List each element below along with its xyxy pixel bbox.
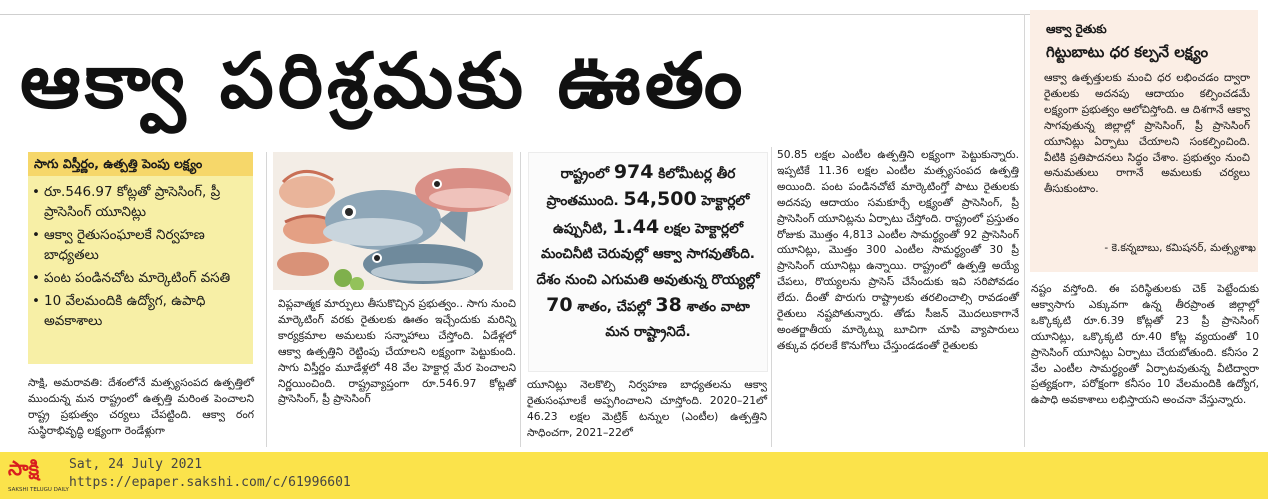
article-column-3: యూనిట్లు నెలకొల్పి నిర్వహణ బాధ్యతలను ఆక్వా రైతుసంఘాలకే అప్పగించాలని చూస్తోంది. 2020–21లో 46.23 లక్షల మెట్రిక్ టన్నుల (ఎంటీల) ఉత్పత్తిని సాధించగా, 2021–22లో: [527, 378, 767, 439]
quote-text: హెక్టార్లలో ఉప్పునీటి,: [552, 193, 750, 237]
highlights-title: సాగు విస్తీర్ణం, ఉత్పత్తి పెంపు లక్ష్యం: [28, 152, 253, 176]
sidebar-signature: - కె.కన్నబాబు, కమిషనర్, మత్స్యశాఖ: [1104, 242, 1256, 254]
sidebar-kicker: ఆక్వా రైతుకు: [1046, 22, 1107, 36]
quote-number: 54,500: [623, 188, 697, 211]
quote-text: కిలోమీటర్ల తీర ప్రాంతముంది.: [546, 166, 736, 210]
article-column-1: సాక్షి, అమరావతి: దేశంలోనే మత్స్యసంపద ఉత్పత్తిలో ముందున్న మన రాష్ట్రంలో ఉత్పత్తి మరింత పెంచాలని రాష్ట్ర ప్రభుత్వం చర్యలు చేపట్టింది. ఆక్వా రంగ సుస్థిరాభివృద్ధి లక్ష్యంగా రెండేళ్లుగా: [28, 376, 254, 437]
column-divider: [771, 147, 772, 447]
quote-text: లక్షల హెక్టార్లలో మంచినీటి చెరువుల్లో ఆక్వా సాగవుతోంది. దేశం నుంచి ఎగుమతి అవుతున్న రొయ్యల్లో: [536, 220, 760, 288]
stats-quote-text: [534, 160, 762, 346]
sakshi-logo-subtitle: SAKSHI TELUGU DAILY: [8, 487, 69, 493]
quote-number: 38: [655, 294, 682, 317]
quote-text: రాష్ట్రంలో: [560, 166, 610, 182]
column-divider: [266, 152, 267, 447]
sidebar-heading: గిట్టుబాటు ధర కల్పనే లక్ష్యం: [1046, 43, 1209, 61]
sakshi-logo: సాక్షి: [8, 456, 40, 480]
quote-number: 1.44: [612, 215, 660, 238]
quote-text: శాతం, చేపల్లో: [572, 299, 651, 316]
article-column-2: విప్లవాత్మక మార్పులు తీసుకొచ్చిన ప్రభుత్వం.. సాగు నుంచి మార్కెటింగ్ వరకు రైతులకు ఊతం ఇచ్చేందుకు మరిన్ని కార్యక్రమాల అమలుకు సన్నాహాలు చేస్తోంది. ఏడేళ్లలో ఆక్వా ఉత్పత్తిని రెట్టింపు చేయాలని లక్ష్యంగా పెట్టుకుంది. సాగు విస్తీర్ణం మూడేళ్లలో 48 వేల హెక్టార్ల మేర పెంచాలని నిర్ణయించింది. రాష్ట్రవ్యాప్తంగా రూ.546.97 కోట్లతో ప్రాసెసింగ్, ప్రీ ప్రాసెసింగ్: [278, 297, 516, 406]
epaper-url[interactable]: https://epaper.sakshi.com/c/61996601: [69, 475, 351, 490]
sidebar-body: ఆక్వా ఉత్పత్తులకు మంచి ధర లభించడం ద్వారా రైతులకు అదనపు ఆదాయం కల్పించడమే లక్ష్యంగా ప్రభుత్వం ఆలోచిస్తోంది. ఆ దిశగానే ఆక్వా సాగవుతున్న జిల్లాల్లో ప్రాసెసింగ్, ప్రీ ప్రాసెసింగ్ యూనిట్లు ఏర్పాటు చేయాలని సంకల్పించింది. వీటికి ప్రతిపాదనలు సిద్ధం చేశాం. ప్రభుత్వం నుంచి అనుమతులు రాగానే అమలుకు చర్యలు తీసుకుంటాం.: [1044, 71, 1250, 196]
article-column-5: నష్టం వస్తోంది. ఈ పరిస్థితులకు చెక్ పెట్టేందుకు ఆక్వాసాగు ఎక్కువగా ఉన్న తీరప్రాంత జిల్లాల్లో ఒక్కొక్కటి రూ.6.39 కోట్లతో 23 ప్రీ ప్రాసెసింగ్ యూనిట్లు, ఒక్కొక్కటి రూ.40 కోట్ల వ్యయంతో 10 ప్రాసెసింగ్ యూనిట్లు ఏర్పాటు చేయబోతుంది. కనీసం 2 వేల ఎంటీల సామర్థ్యంతో ఏర్పాటవుతున్న వీటిద్వారా ప్రత్యక్షంగా, పరోక్షంగా కనీసం 10 వేలమందికి ఉద్యోగ, ఉపాధి అవకాశాలు లభిస్తాయని అంచనా వేస్తున్నారు.: [1031, 282, 1259, 407]
highlights-list: [32, 182, 250, 334]
quote-number: 70: [546, 294, 573, 317]
edition-date: Sat, 24 July 2021: [69, 457, 203, 472]
column-divider: [520, 152, 521, 447]
list-item: • రూ.546.97 కోట్లతో ప్రాసెసింగ్, ప్రీ ప్రాసెసింగ్ యూనిట్లు: [32, 182, 250, 222]
article-column-4: 50.85 లక్షల ఎంటీల ఉత్పత్తిని లక్ష్యంగా పెట్టుకున్నారు. ఇప్పటికే 11.36 లక్షల ఎంటీల మత్స్యసంపద ఉత్పత్తి అయింది. పంట పండినచోటే మార్కెటింగ్తో పాటు రైతులకు అదనపు ఆదాయం సమకూర్చే లక్ష్యంతో ప్రాసెసింగ్, ప్రీ ప్రాసెసింగ్ యూనిట్లను ఏర్పాటు చేస్తోంది. రాష్ట్రంలో ప్రస్తుతం రోజుకు మొత్తం 4,813 ఎంటీల సామర్థ్యంతో 92 ప్రాసెసింగ్ యూనిట్లు, మొత్తం 300 ఎంటీల సామర్థ్యంతో 30 ప్రీ ప్రాసెసింగ్ యూనిట్లు ఉన్నాయి. రాష్ట్రంలో ఉత్పత్తి అయ్యే చేపలు, రొయ్యలను ప్రాసెస్ చేసేందుకు ఇవి సరిపోవడం లేదు. దీంతో పొరుగు రాష్ట్రాలకు తరలించాల్సి రావడంతో రైతులు నష్టపోతున్నారు. తోడు సీజన్ మొదలుకాగానే అంతర్జాతీయ మార్కెట్ను బూచిగా చూపి వ్యాపారులు తక్కువ ధరలకే కొనుగోలు చేస్తుండడంతో రైతులకు: [777, 148, 1019, 352]
list-item: • 10 వేలమందికి ఉద్యోగ, ఉపాధి అవకాశాలు: [32, 291, 250, 331]
seafood-photo: [273, 152, 513, 290]
quote-text: శాతం వాటా మన రాష్ట్రానిదే.: [605, 299, 750, 341]
column-divider: [1024, 14, 1025, 447]
headline: ఆక్వా పరిశ్రమకు ఊతం: [20, 36, 747, 125]
list-item: • పంట పండినచోట మార్కెటింగ్ వసతి: [32, 268, 250, 288]
top-rule: [0, 14, 1030, 15]
list-item: • ఆక్వా రైతుసంఘాలకే నిర్వహణ బాధ్యతలు: [32, 225, 250, 265]
quote-number: 974: [613, 161, 654, 183]
